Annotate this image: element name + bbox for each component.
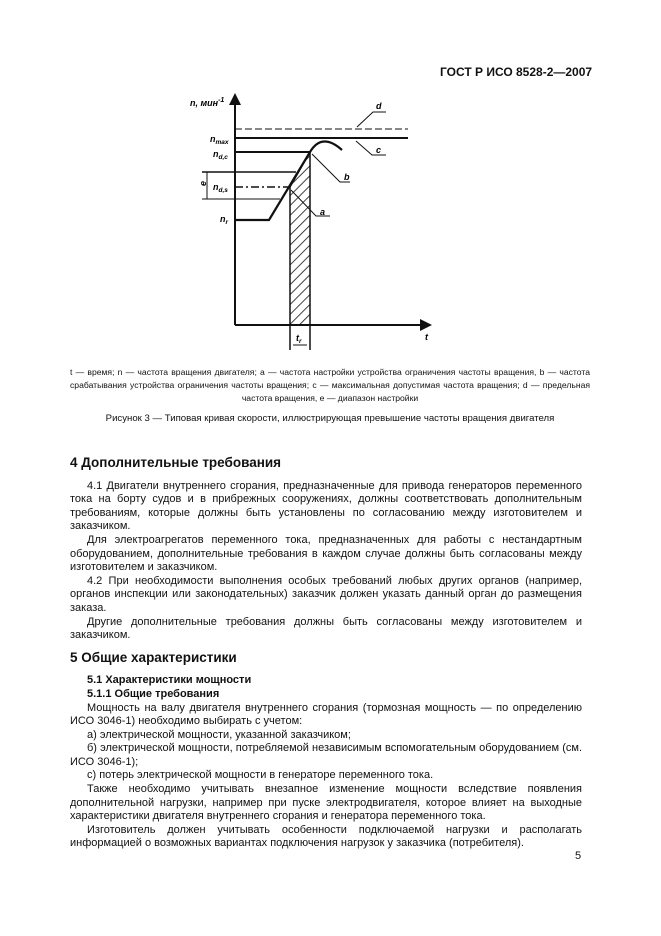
document-body	[70, 456, 582, 851]
section-5	[70, 651, 582, 851]
section-5-title: 5 Общие характеристики	[70, 649, 237, 665]
figure-caption: Рисунок 3 — Типовая кривая скорости, иллюстрирующая превышение частоты вращения двигателя	[105, 413, 555, 424]
svg-text:e: e	[198, 180, 208, 186]
svg-text:nd,c: $n_{d,c}$	[213, 149, 228, 161]
svg-text:d: d	[376, 101, 382, 111]
svg-text:nmax: $n_{max}$	[210, 134, 229, 146]
list-item: б) электрической мощности, потребляемой независимым вспомогательным оборудованием (см. ИСО 3046-1);	[70, 742, 582, 768]
svg-text:nd,s: $n_{d,s}$	[213, 182, 228, 194]
list-item: а) электрической мощности, указанной заказчиком;	[87, 728, 351, 741]
paragraph: Для электроагрегатов переменного тока, предназначенных для работы с нестандартным оборудованием, дополнительные требования в каждом случае должны быть согласованы между изготовителем и заказчиком.	[70, 533, 582, 574]
overspeed-hatched-area	[290, 152, 310, 325]
document-header: ГОСТ Р ИСО 8528-2—2007	[440, 65, 593, 79]
paragraph: Другие дополнительные требования должны быть согласованы между изготовителем и заказчиком.	[70, 615, 582, 642]
svg-text:a: a	[320, 207, 326, 217]
y-axis-exponent: -1	[218, 97, 225, 104]
paragraph: 4.2 При необходимости выполнения особых требований любых других органов (например, органов инспекции или законодательных) заказчик должен указать данный орган до размещения заказа.	[70, 574, 582, 614]
speed-curve-figure	[0, 0, 661, 360]
figure-legend: t — время; n — частота вращения двигателя; a — частота настройки устройства ограничения частоты вращения, b — частота срабатывания устройства ограничения частоты вращения; c — максимальная допустимая частота вращения; d — предельная частота вращения, e — диапазон настройки	[70, 367, 590, 403]
section-4-title: 4 Дополнительные требования	[70, 455, 282, 470]
paragraph: Изготовитель должен учитывать особенности подключаемой нагрузки и располагать информацией о возможных вариантах подключения нагрузок у заказчика (потребителя).	[70, 823, 582, 850]
x-axis-label: t	[425, 332, 428, 342]
svg-text:nr: $n_r$	[220, 214, 229, 226]
section-4	[70, 456, 582, 643]
subsection-title: 5.1 Характеристики мощности	[87, 674, 252, 687]
paragraph: Также необходимо учитывать внезапное изменение мощности вследствие появления дополнительной нагрузки, например при пуске электродвигателя, которое влияет на выходные характеристики двигателя внутреннего сгорания и генератора переменного тока.	[70, 783, 582, 823]
svg-text:c: c	[376, 145, 382, 155]
speed-curve	[235, 141, 342, 220]
svg-text:b: b	[344, 172, 350, 182]
y-axis-label: n, мин$^{-1}$	[190, 97, 225, 108]
list-item: с) потерь электрической мощности в генераторе переменного тока.	[87, 769, 434, 782]
paragraph: Мощность на валу двигателя внутреннего сгорания (тормозная мощность — по определению ИСО 3046-1) необходимо выбирать с учетом:	[70, 701, 582, 728]
paragraph: 4.1 Двигатели внутреннего сгорания, предназначенные для привода генераторов переменного тока на борту судов и в прибрежных сооружениях, должны соответствовать дополнительным требованиям, которые должны быть установлены по согласованию между изготовителем и заказчиком.	[70, 479, 582, 533]
page-number: 5	[575, 850, 582, 862]
subsection-title: 5.1.1 Общие требования	[87, 687, 220, 700]
svg-text:tr: $t_r$	[296, 333, 302, 345]
